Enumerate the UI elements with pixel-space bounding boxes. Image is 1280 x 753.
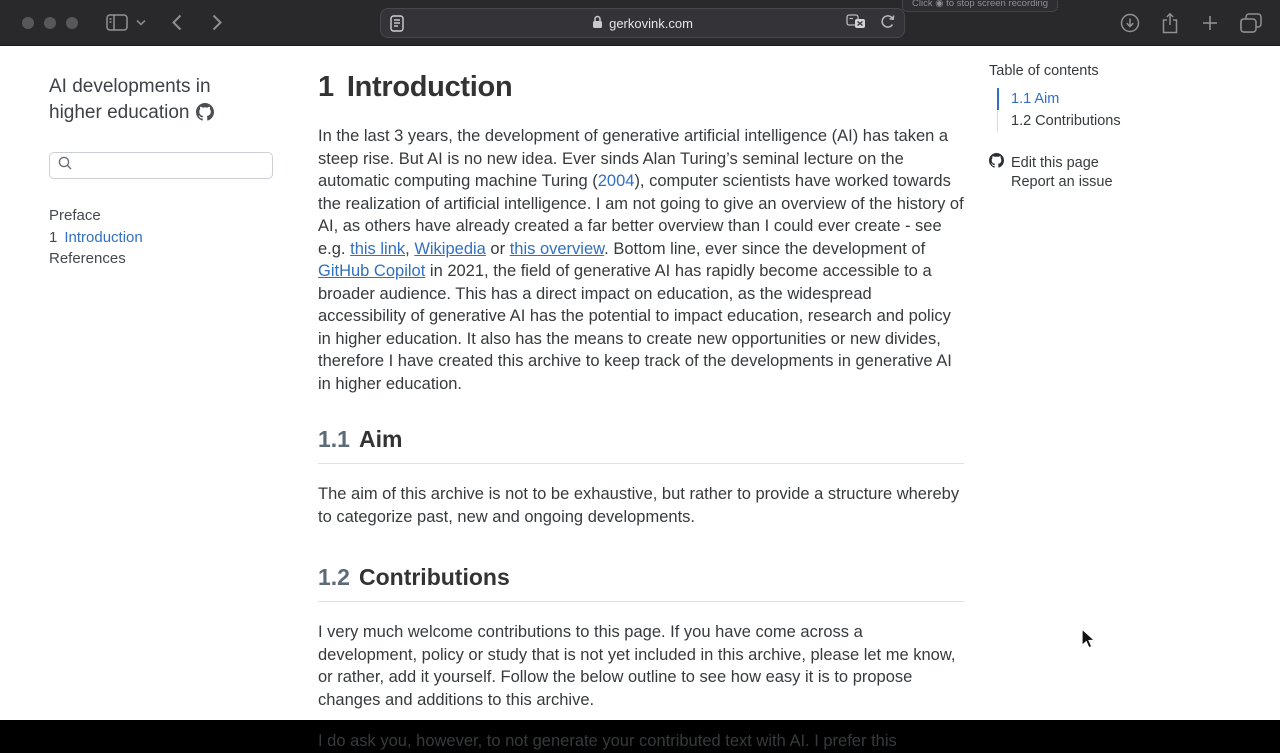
inline-link[interactable]: GitHub Copilot [318, 262, 426, 280]
mouse-cursor [1080, 628, 1098, 657]
forward-button[interactable] [212, 14, 222, 31]
traffic-light-zoom[interactable] [66, 17, 78, 29]
edit-this-page-link[interactable]: Edit this page [989, 153, 1239, 173]
sidebar-item-references[interactable]: References [49, 250, 126, 267]
inline-link[interactable]: this link [350, 239, 406, 258]
toc-item-aim[interactable]: 1.1 Aim [997, 88, 1239, 110]
address-bar[interactable] [380, 8, 905, 38]
github-icon [989, 153, 1004, 173]
intro-paragraph: In the last 3 years, the development of generative artificial intelligence (AI) has taken a steep rise. But AI is no new idea. Ever sinds Alan Turing’s seminal lecture on the automatic computing machine Turing (2004), computer scientists have worked towards the realization of artificial intelligence. I am not going to give an overview of the history of AI, as others have already created a far better overview than I could ever create - see e.g. this link, Wikipedia or this overview. Bottom line, ever since the development of GitHub Copilot in 2021, the field of generative AI has rapidly become accessible to a broader audience. This has a direct impact on education, as the widespread accessibility of generative AI has the potential to impact education, research and policy in higher education. It also has the means to create new opportunities or new divides, therefore I have created this archive to keep track of the developments in generative AI in higher education. [318, 127, 964, 393]
sidebar-item-preface[interactable]: Preface [49, 207, 101, 224]
page-title: 1 Introduction [318, 71, 513, 103]
traffic-light-close[interactable] [22, 17, 34, 29]
inline-link[interactable]: 2004 [597, 172, 635, 190]
toc-title: Table of contents [989, 63, 1099, 79]
book-sidebar [49, 74, 273, 270]
section-heading-contributions: 1.2 Contributions [318, 562, 964, 602]
aim-paragraph: The aim of this archive is not to be exhaustive, but rather to provide a structure whereby to categorize past, new and ongoing developments. [318, 485, 960, 526]
url-text: gerkovink.com [609, 15, 693, 31]
inline-link[interactable]: this overview [509, 239, 605, 258]
tab-overview-icon[interactable] [1240, 13, 1262, 33]
sidebar-item-introduction[interactable]: 1 Introduction [49, 228, 143, 246]
share-icon[interactable] [1161, 12, 1179, 34]
section-heading-aim: 1.1 Aim [318, 424, 964, 464]
sidebar-toggle-icon[interactable] [106, 14, 128, 31]
search-icon [58, 156, 72, 175]
search-box[interactable] [49, 152, 273, 179]
toc-list [997, 88, 1239, 132]
toc-sidebar [989, 63, 1239, 191]
back-button[interactable] [172, 14, 182, 31]
new-tab-icon[interactable] [1202, 15, 1218, 31]
book-title[interactable]: AI developments in higher education [49, 74, 273, 129]
screen-recording-badge-icon[interactable] [846, 14, 868, 35]
traffic-light-minimize[interactable] [44, 17, 56, 29]
reload-icon[interactable] [880, 14, 895, 35]
main-content [318, 68, 964, 753]
downloads-icon[interactable] [1120, 13, 1140, 33]
lock-icon [592, 15, 603, 32]
toc-item-contributions[interactable]: 1.2 Contributions [997, 110, 1239, 132]
report-an-issue-link[interactable]: Report an issue [1011, 174, 1113, 190]
contributions-paragraph-1: I very much welcome contributions to this page. If you have come across a development, policy or study that is not yet included in this archive, please let me know, or rather, add it yourself. Follow the below outline to see how easy it is to propose changes and additions to this archive. [318, 623, 956, 709]
browser-toolbar [0, 0, 1280, 46]
toc-tools [989, 153, 1239, 191]
sidebar-nav [49, 205, 273, 270]
search-input[interactable] [78, 158, 264, 173]
contributions-paragraph-2: I do ask you, however, to not generate your contributed text with AI. I prefer this [318, 732, 897, 750]
screen-recording-tooltip: Click ◉ to stop screen recording [902, 0, 1058, 12]
inline-link[interactable]: Wikipedia [414, 239, 486, 258]
github-repo-icon[interactable] [196, 105, 214, 126]
chevron-down-icon[interactable] [136, 19, 146, 26]
